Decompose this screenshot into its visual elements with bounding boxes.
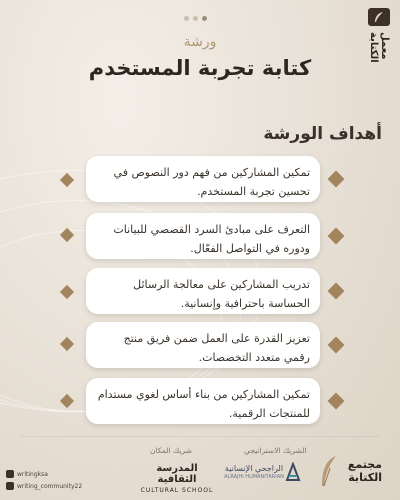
- x-handle[interactable]: writing_community22: [17, 482, 83, 490]
- goal-text: التعرف على مبادئ السرد القصصي للبيانات ودوره في التواصل الفعّال.: [113, 223, 310, 255]
- diamond-bullet-icon: [328, 337, 345, 354]
- strategic-partner-label: الشريك الاستراتيجي: [244, 446, 307, 455]
- social-handles: [6, 468, 82, 492]
- instagram-icon: [6, 470, 14, 478]
- pagination-dot[interactable]: [193, 16, 198, 21]
- alrajhi-name-en: ALRAJHI HUMANITARIAN: [224, 474, 284, 480]
- diamond-bullet-icon: [328, 228, 345, 245]
- alrajhi-mark-icon: [285, 462, 301, 482]
- brand-name: معمل الكتابة: [368, 31, 390, 63]
- goal-card: [86, 268, 320, 314]
- diamond-bullet-icon: [328, 283, 345, 300]
- goal-card: [86, 156, 320, 202]
- footer-divider: [20, 436, 380, 437]
- goal-text: تمكين المشاركين من فهم دور النصوص في تحسين تجربة المستخدم.: [113, 166, 310, 198]
- goal-text: تمكين المشاركين من بناء أساس لغوي مستدام للمنتجات الرقمية.: [97, 388, 310, 420]
- place-partner-label: شريك المكان: [150, 446, 192, 455]
- social-row-instagram[interactable]: [6, 468, 82, 480]
- feather-icon: [368, 8, 390, 26]
- goal-text: تعزيز القدرة على العمل ضمن فريق منتج رقمي متعدد التخصصات.: [123, 332, 310, 364]
- diamond-bullet-icon: [328, 393, 345, 410]
- alrajhi-logo: [224, 464, 284, 480]
- school-name-ar: المدرسة الثقافية: [156, 463, 198, 485]
- goal-card: [86, 378, 320, 424]
- alrajhi-name-ar: الراجحي الإنسانية: [224, 464, 284, 473]
- goal-text: تدريب المشاركين على معالجة الرسائل الحساسة باحترافية وإنسانية.: [133, 278, 310, 310]
- goals-heading: أهداف الورشة: [263, 124, 382, 144]
- pagination-dot[interactable]: [184, 16, 189, 21]
- community-name: مجتمع الكتابة: [347, 458, 382, 485]
- instagram-handle[interactable]: writingksa: [17, 470, 48, 478]
- writing-community-logo: [318, 452, 382, 492]
- school-name-en: CULTURAL SCHOOL: [140, 487, 214, 494]
- social-row-x[interactable]: [6, 480, 82, 492]
- cultural-school-logo: [138, 463, 216, 494]
- x-icon: [6, 482, 14, 490]
- pagination-dots[interactable]: [184, 16, 207, 21]
- goal-card: [86, 322, 320, 368]
- workshop-title: كتابة تجربة المستخدم: [88, 56, 312, 80]
- goal-card: [86, 213, 320, 259]
- pagination-dot-active[interactable]: [202, 16, 207, 21]
- diamond-bullet-icon: [328, 171, 345, 188]
- workshop-label: ورشة: [183, 34, 217, 50]
